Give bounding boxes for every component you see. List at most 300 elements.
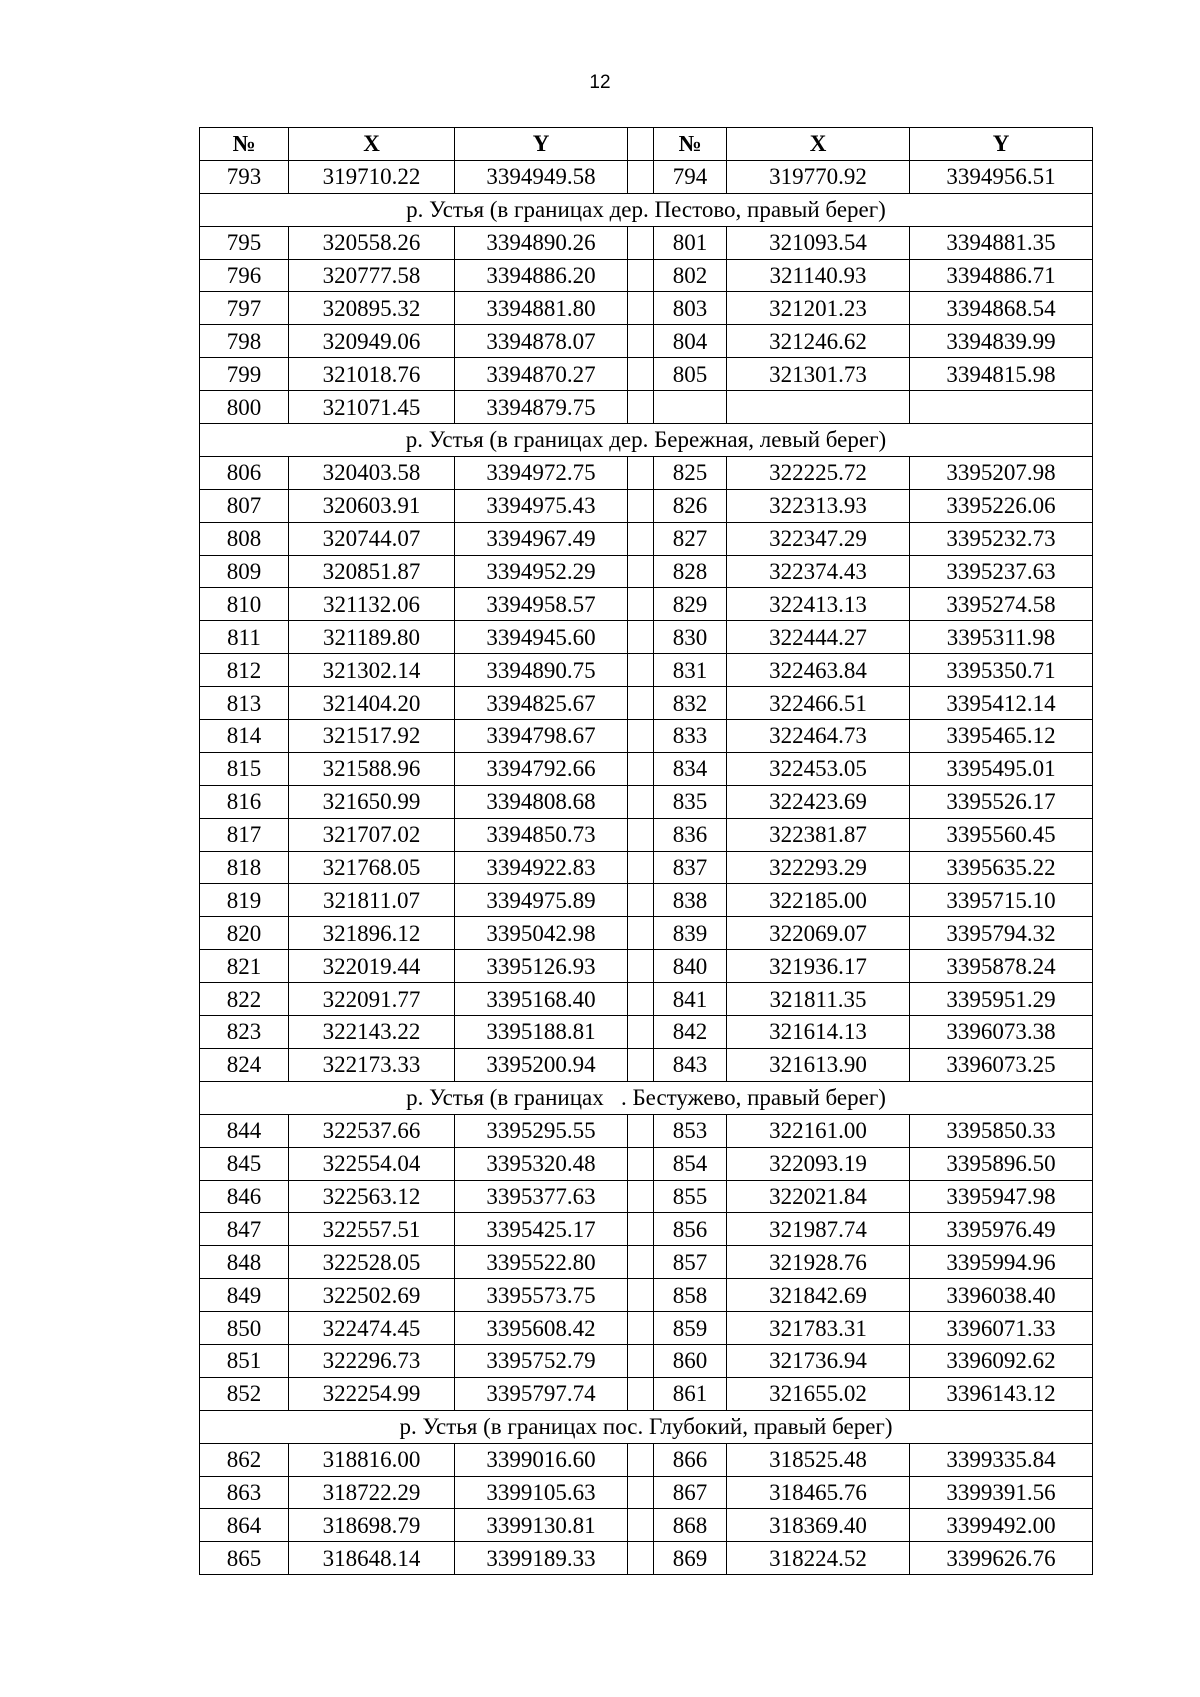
y-coord-right: 3395232.73 <box>910 522 1093 555</box>
table-row <box>200 687 1093 720</box>
y-coord-right: 3394815.98 <box>910 358 1093 391</box>
x-coord-right: 321093.54 <box>727 226 910 259</box>
x-coord-right: 322466.51 <box>727 687 910 720</box>
section-title: р. Устья (в границах дер. Бережная, левый берег) <box>200 424 1093 457</box>
x-coord-left: 321768.05 <box>289 851 455 884</box>
x-coord-right: 321655.02 <box>727 1377 910 1410</box>
point-number-right: 840 <box>654 950 727 983</box>
point-number-right: 836 <box>654 818 727 851</box>
y-coord-left: 3395425.17 <box>455 1213 628 1246</box>
point-number-left: 821 <box>200 950 289 983</box>
point-number-left: 823 <box>200 1016 289 1049</box>
x-coord-right: 318224.52 <box>727 1542 910 1575</box>
spacer-cell <box>628 128 654 161</box>
y-coord-right: 3395947.98 <box>910 1180 1093 1213</box>
x-coord-right: 322463.84 <box>727 654 910 687</box>
table-row <box>200 588 1093 621</box>
table-row <box>200 1114 1093 1147</box>
point-number-left: 818 <box>200 851 289 884</box>
y-coord-left: 3394798.67 <box>455 720 628 753</box>
y-coord-right: 3396038.40 <box>910 1279 1093 1312</box>
x-coord-left: 322296.73 <box>289 1344 455 1377</box>
y-coord-right: 3395560.45 <box>910 818 1093 851</box>
spacer-cell <box>628 818 654 851</box>
x-coord-right: 322185.00 <box>727 884 910 917</box>
y-coord-left: 3395168.40 <box>455 983 628 1016</box>
spacer-cell <box>628 292 654 325</box>
table-row <box>200 1344 1093 1377</box>
x-coord-left: 320403.58 <box>289 456 455 489</box>
table-body <box>200 160 1093 1574</box>
spacer-cell <box>628 785 654 818</box>
x-coord-left: 322502.69 <box>289 1279 455 1312</box>
y-coord-left: 3395042.98 <box>455 917 628 950</box>
point-number-right: 856 <box>654 1213 727 1246</box>
table-row <box>200 785 1093 818</box>
spacer-cell <box>628 1114 654 1147</box>
y-coord-left: 3394881.80 <box>455 292 628 325</box>
x-coord-left: 318698.79 <box>289 1509 455 1542</box>
y-coord-left: 3394808.68 <box>455 785 628 818</box>
x-coord-left: 321071.45 <box>289 391 455 424</box>
x-coord-left: 321588.96 <box>289 752 455 785</box>
x-coord-right: 322374.43 <box>727 555 910 588</box>
x-coord-left: 318722.29 <box>289 1476 455 1509</box>
y-coord-right: 3395311.98 <box>910 621 1093 654</box>
x-coord-right: 321246.62 <box>727 325 910 358</box>
point-number-left: 850 <box>200 1312 289 1345</box>
point-number-right: 837 <box>654 851 727 884</box>
table-row <box>200 259 1093 292</box>
y-coord-right: 3395794.32 <box>910 917 1093 950</box>
point-number-left: 816 <box>200 785 289 818</box>
y-coord-left: 3394952.29 <box>455 555 628 588</box>
point-number-left: 852 <box>200 1377 289 1410</box>
y-coord-left: 3395126.93 <box>455 950 628 983</box>
x-coord-left: 318648.14 <box>289 1542 455 1575</box>
spacer-cell <box>628 588 654 621</box>
point-number-left: 844 <box>200 1114 289 1147</box>
x-coord-right: 321301.73 <box>727 358 910 391</box>
spacer-cell <box>628 654 654 687</box>
section-title-row <box>200 424 1093 457</box>
y-coord-right: 3394868.54 <box>910 292 1093 325</box>
x-coord-left: 320895.32 <box>289 292 455 325</box>
y-coord-left: 3394878.07 <box>455 325 628 358</box>
header-row <box>200 128 1093 161</box>
spacer-cell <box>628 226 654 259</box>
y-coord-left: 3395377.63 <box>455 1180 628 1213</box>
point-number-right: 830 <box>654 621 727 654</box>
x-coord-right: 322225.72 <box>727 456 910 489</box>
point-number-right: 866 <box>654 1443 727 1476</box>
y-coord-left: 3394825.67 <box>455 687 628 720</box>
point-number-right: 867 <box>654 1476 727 1509</box>
point-number-right: 860 <box>654 1344 727 1377</box>
point-number-right: 803 <box>654 292 727 325</box>
point-number-right: 843 <box>654 1048 727 1081</box>
spacer-cell <box>628 259 654 292</box>
table-row <box>200 358 1093 391</box>
x-coord-right: 322423.69 <box>727 785 910 818</box>
y-coord-right: 3395274.58 <box>910 588 1093 621</box>
spacer-cell <box>628 687 654 720</box>
spacer-cell <box>628 1476 654 1509</box>
spacer-cell <box>628 1279 654 1312</box>
y-coord-right: 3395237.63 <box>910 555 1093 588</box>
y-coord-right: 3395896.50 <box>910 1147 1093 1180</box>
x-coord-right: 321140.93 <box>727 259 910 292</box>
x-coord-left: 321650.99 <box>289 785 455 818</box>
point-number-left: 863 <box>200 1476 289 1509</box>
y-coord-left: 3394870.27 <box>455 358 628 391</box>
x-coord-right: 321928.76 <box>727 1246 910 1279</box>
x-coord-right: 322381.87 <box>727 818 910 851</box>
x-coord-left: 322554.04 <box>289 1147 455 1180</box>
section-title: р. Устья (в границах . Бестужево, правый берег) <box>200 1081 1093 1114</box>
point-number-right: 834 <box>654 752 727 785</box>
x-coord-left: 321189.80 <box>289 621 455 654</box>
point-number-right: 828 <box>654 555 727 588</box>
point-number-left: 812 <box>200 654 289 687</box>
y-coord-left: 3394886.20 <box>455 259 628 292</box>
y-coord-right: 3399626.76 <box>910 1542 1093 1575</box>
point-number-right: 859 <box>654 1312 727 1345</box>
point-number-left: 807 <box>200 489 289 522</box>
y-coord-left: 3394850.73 <box>455 818 628 851</box>
x-coord-right: 321201.23 <box>727 292 910 325</box>
y-coord-left: 3395752.79 <box>455 1344 628 1377</box>
x-coord-left: 321707.02 <box>289 818 455 851</box>
x-coord-left: 322143.22 <box>289 1016 455 1049</box>
section-title: р. Устья (в границах пос. Глубокий, правый берег) <box>200 1410 1093 1443</box>
table-row <box>200 325 1093 358</box>
point-number-right: 869 <box>654 1542 727 1575</box>
table-row <box>200 654 1093 687</box>
point-number-right: 801 <box>654 226 727 259</box>
spacer-cell <box>628 522 654 555</box>
point-number-right: 835 <box>654 785 727 818</box>
x-coord-left: 321811.07 <box>289 884 455 917</box>
y-coord-left: 3394879.75 <box>455 391 628 424</box>
point-number-right: 794 <box>654 160 727 193</box>
table-row <box>200 1246 1093 1279</box>
x-coord-right <box>727 391 910 424</box>
section-title-row <box>200 1410 1093 1443</box>
table-row <box>200 851 1093 884</box>
table-row <box>200 522 1093 555</box>
spacer-cell <box>628 1344 654 1377</box>
x-coord-right: 322293.29 <box>727 851 910 884</box>
y-coord-right: 3399391.56 <box>910 1476 1093 1509</box>
point-number-left: 824 <box>200 1048 289 1081</box>
spacer-cell <box>628 1246 654 1279</box>
point-number-right <box>654 391 727 424</box>
x-coord-right: 322069.07 <box>727 917 910 950</box>
y-coord-left: 3394967.49 <box>455 522 628 555</box>
x-coord-right: 322413.13 <box>727 588 910 621</box>
x-coord-right: 321613.90 <box>727 1048 910 1081</box>
spacer-cell <box>628 1443 654 1476</box>
point-number-left: 795 <box>200 226 289 259</box>
section-title-row <box>200 1081 1093 1114</box>
x-coord-left: 320558.26 <box>289 226 455 259</box>
point-number-left: 809 <box>200 555 289 588</box>
x-coord-left: 322557.51 <box>289 1213 455 1246</box>
point-number-right: 829 <box>654 588 727 621</box>
spacer-cell <box>628 950 654 983</box>
table-row <box>200 1377 1093 1410</box>
x-coord-left: 319710.22 <box>289 160 455 193</box>
table-row <box>200 292 1093 325</box>
table-row <box>200 1476 1093 1509</box>
x-coord-left: 320949.06 <box>289 325 455 358</box>
x-coord-right: 318465.76 <box>727 1476 910 1509</box>
table-row <box>200 1443 1093 1476</box>
table-row <box>200 950 1093 983</box>
point-number-right: 825 <box>654 456 727 489</box>
point-number-right: 861 <box>654 1377 727 1410</box>
point-number-right: 826 <box>654 489 727 522</box>
point-number-left: 851 <box>200 1344 289 1377</box>
y-coord-left: 3394890.75 <box>455 654 628 687</box>
spacer-cell <box>628 1542 654 1575</box>
y-coord-left: 3395797.74 <box>455 1377 628 1410</box>
point-number-right: 857 <box>654 1246 727 1279</box>
x-coord-left: 320603.91 <box>289 489 455 522</box>
y-coord-right: 3394881.35 <box>910 226 1093 259</box>
y-coord-right: 3395878.24 <box>910 950 1093 983</box>
table-row <box>200 1147 1093 1180</box>
table-row <box>200 1048 1093 1081</box>
table-row <box>200 226 1093 259</box>
x-coord-right: 322464.73 <box>727 720 910 753</box>
table-row <box>200 1542 1093 1575</box>
y-coord-right: 3396092.62 <box>910 1344 1093 1377</box>
x-coord-left: 321302.14 <box>289 654 455 687</box>
x-coord-right: 321783.31 <box>727 1312 910 1345</box>
y-coord-right: 3395526.17 <box>910 785 1093 818</box>
spacer-cell <box>628 752 654 785</box>
point-number-left: 849 <box>200 1279 289 1312</box>
header-x-left: X <box>289 128 455 161</box>
point-number-right: 868 <box>654 1509 727 1542</box>
point-number-left: 822 <box>200 983 289 1016</box>
point-number-right: 833 <box>654 720 727 753</box>
table-row <box>200 621 1093 654</box>
y-coord-right: 3396073.25 <box>910 1048 1093 1081</box>
y-coord-left: 3399105.63 <box>455 1476 628 1509</box>
point-number-right: 841 <box>654 983 727 1016</box>
x-coord-right: 322313.93 <box>727 489 910 522</box>
header-num-left: № <box>200 128 289 161</box>
y-coord-left: 3394972.75 <box>455 456 628 489</box>
x-coord-left: 320851.87 <box>289 555 455 588</box>
y-coord-right: 3399335.84 <box>910 1443 1093 1476</box>
x-coord-left: 318816.00 <box>289 1443 455 1476</box>
y-coord-left: 3395320.48 <box>455 1147 628 1180</box>
y-coord-left: 3394792.66 <box>455 752 628 785</box>
y-coord-right: 3395350.71 <box>910 654 1093 687</box>
y-coord-right: 3395207.98 <box>910 456 1093 489</box>
y-coord-right: 3394886.71 <box>910 259 1093 292</box>
x-coord-left: 320744.07 <box>289 522 455 555</box>
point-number-left: 806 <box>200 456 289 489</box>
spacer-cell <box>628 1312 654 1345</box>
spacer-cell <box>628 1213 654 1246</box>
point-number-right: 804 <box>654 325 727 358</box>
point-number-left: 865 <box>200 1542 289 1575</box>
spacer-cell <box>628 456 654 489</box>
table-row <box>200 1213 1093 1246</box>
table-row <box>200 720 1093 753</box>
point-number-right: 802 <box>654 259 727 292</box>
y-coord-left: 3395573.75 <box>455 1279 628 1312</box>
point-number-right: 858 <box>654 1279 727 1312</box>
header-y-left: Y <box>455 128 628 161</box>
table-row <box>200 391 1093 424</box>
spacer-cell <box>628 160 654 193</box>
y-coord-left: 3395295.55 <box>455 1114 628 1147</box>
point-number-left: 819 <box>200 884 289 917</box>
y-coord-right: 3395495.01 <box>910 752 1093 785</box>
y-coord-right: 3395994.96 <box>910 1246 1093 1279</box>
y-coord-right: 3396071.33 <box>910 1312 1093 1345</box>
point-number-right: 839 <box>654 917 727 950</box>
table-row <box>200 160 1093 193</box>
x-coord-right: 322021.84 <box>727 1180 910 1213</box>
x-coord-left: 321517.92 <box>289 720 455 753</box>
y-coord-left: 3395188.81 <box>455 1016 628 1049</box>
spacer-cell <box>628 1180 654 1213</box>
point-number-left: 793 <box>200 160 289 193</box>
point-number-left: 810 <box>200 588 289 621</box>
table-row <box>200 1180 1093 1213</box>
point-number-left: 814 <box>200 720 289 753</box>
table-row <box>200 1279 1093 1312</box>
x-coord-right: 322453.05 <box>727 752 910 785</box>
header-x-right: X <box>727 128 910 161</box>
x-coord-left: 320777.58 <box>289 259 455 292</box>
x-coord-right: 322161.00 <box>727 1114 910 1147</box>
point-number-left: 846 <box>200 1180 289 1213</box>
point-number-right: 855 <box>654 1180 727 1213</box>
x-coord-left: 321404.20 <box>289 687 455 720</box>
x-coord-left: 321896.12 <box>289 917 455 950</box>
section-title: р. Устья (в границах дер. Пестово, правый берег) <box>200 193 1093 226</box>
point-number-left: 817 <box>200 818 289 851</box>
y-coord-right: 3395226.06 <box>910 489 1093 522</box>
y-coord-right: 3399492.00 <box>910 1509 1093 1542</box>
x-coord-right: 321614.13 <box>727 1016 910 1049</box>
y-coord-left: 3394890.26 <box>455 226 628 259</box>
y-coord-left: 3394945.60 <box>455 621 628 654</box>
point-number-left: 862 <box>200 1443 289 1476</box>
point-number-left: 845 <box>200 1147 289 1180</box>
y-coord-right: 3396143.12 <box>910 1377 1093 1410</box>
point-number-right: 831 <box>654 654 727 687</box>
point-number-left: 813 <box>200 687 289 720</box>
point-number-left: 847 <box>200 1213 289 1246</box>
y-coord-right: 3396073.38 <box>910 1016 1093 1049</box>
x-coord-left: 322563.12 <box>289 1180 455 1213</box>
table-row <box>200 489 1093 522</box>
point-number-left: 864 <box>200 1509 289 1542</box>
x-coord-right: 322444.27 <box>727 621 910 654</box>
table-row <box>200 1016 1093 1049</box>
header-y-right: Y <box>910 128 1093 161</box>
page-number: 12 <box>589 72 611 93</box>
spacer-cell <box>628 358 654 391</box>
point-number-left: 848 <box>200 1246 289 1279</box>
coordinates-table <box>199 127 1093 1575</box>
table-row <box>200 752 1093 785</box>
point-number-right: 805 <box>654 358 727 391</box>
point-number-right: 854 <box>654 1147 727 1180</box>
x-coord-right: 322093.19 <box>727 1147 910 1180</box>
y-coord-right: 3394839.99 <box>910 325 1093 358</box>
spacer-cell <box>628 917 654 950</box>
table-row <box>200 456 1093 489</box>
y-coord-left: 3394975.89 <box>455 884 628 917</box>
point-number-left: 800 <box>200 391 289 424</box>
table-row <box>200 884 1093 917</box>
y-coord-left: 3399189.33 <box>455 1542 628 1575</box>
x-coord-right: 321811.35 <box>727 983 910 1016</box>
x-coord-right: 319770.92 <box>727 160 910 193</box>
spacer-cell <box>628 1147 654 1180</box>
point-number-left: 796 <box>200 259 289 292</box>
spacer-cell <box>628 884 654 917</box>
x-coord-right: 321987.74 <box>727 1213 910 1246</box>
header-num-right: № <box>654 128 727 161</box>
table-row <box>200 818 1093 851</box>
y-coord-left: 3395608.42 <box>455 1312 628 1345</box>
x-coord-right: 322347.29 <box>727 522 910 555</box>
point-number-right: 838 <box>654 884 727 917</box>
spacer-cell <box>628 1377 654 1410</box>
y-coord-right: 3395465.12 <box>910 720 1093 753</box>
spacer-cell <box>628 1048 654 1081</box>
y-coord-left: 3394949.58 <box>455 160 628 193</box>
y-coord-left: 3395522.80 <box>455 1246 628 1279</box>
x-coord-right: 321936.17 <box>727 950 910 983</box>
y-coord-left: 3399016.60 <box>455 1443 628 1476</box>
x-coord-right: 321736.94 <box>727 1344 910 1377</box>
spacer-cell <box>628 851 654 884</box>
spacer-cell <box>628 983 654 1016</box>
point-number-right: 853 <box>654 1114 727 1147</box>
y-coord-left: 3399130.81 <box>455 1509 628 1542</box>
x-coord-left: 322091.77 <box>289 983 455 1016</box>
x-coord-right: 318369.40 <box>727 1509 910 1542</box>
y-coord-right: 3395850.33 <box>910 1114 1093 1147</box>
point-number-right: 832 <box>654 687 727 720</box>
spacer-cell <box>628 1509 654 1542</box>
table-row <box>200 1312 1093 1345</box>
point-number-left: 811 <box>200 621 289 654</box>
y-coord-left: 3394958.57 <box>455 588 628 621</box>
x-coord-left: 322254.99 <box>289 1377 455 1410</box>
point-number-right: 827 <box>654 522 727 555</box>
y-coord-right: 3395976.49 <box>910 1213 1093 1246</box>
section-title-row <box>200 193 1093 226</box>
x-coord-left: 322173.33 <box>289 1048 455 1081</box>
point-number-left: 815 <box>200 752 289 785</box>
spacer-cell <box>628 489 654 522</box>
spacer-cell <box>628 391 654 424</box>
spacer-cell <box>628 325 654 358</box>
